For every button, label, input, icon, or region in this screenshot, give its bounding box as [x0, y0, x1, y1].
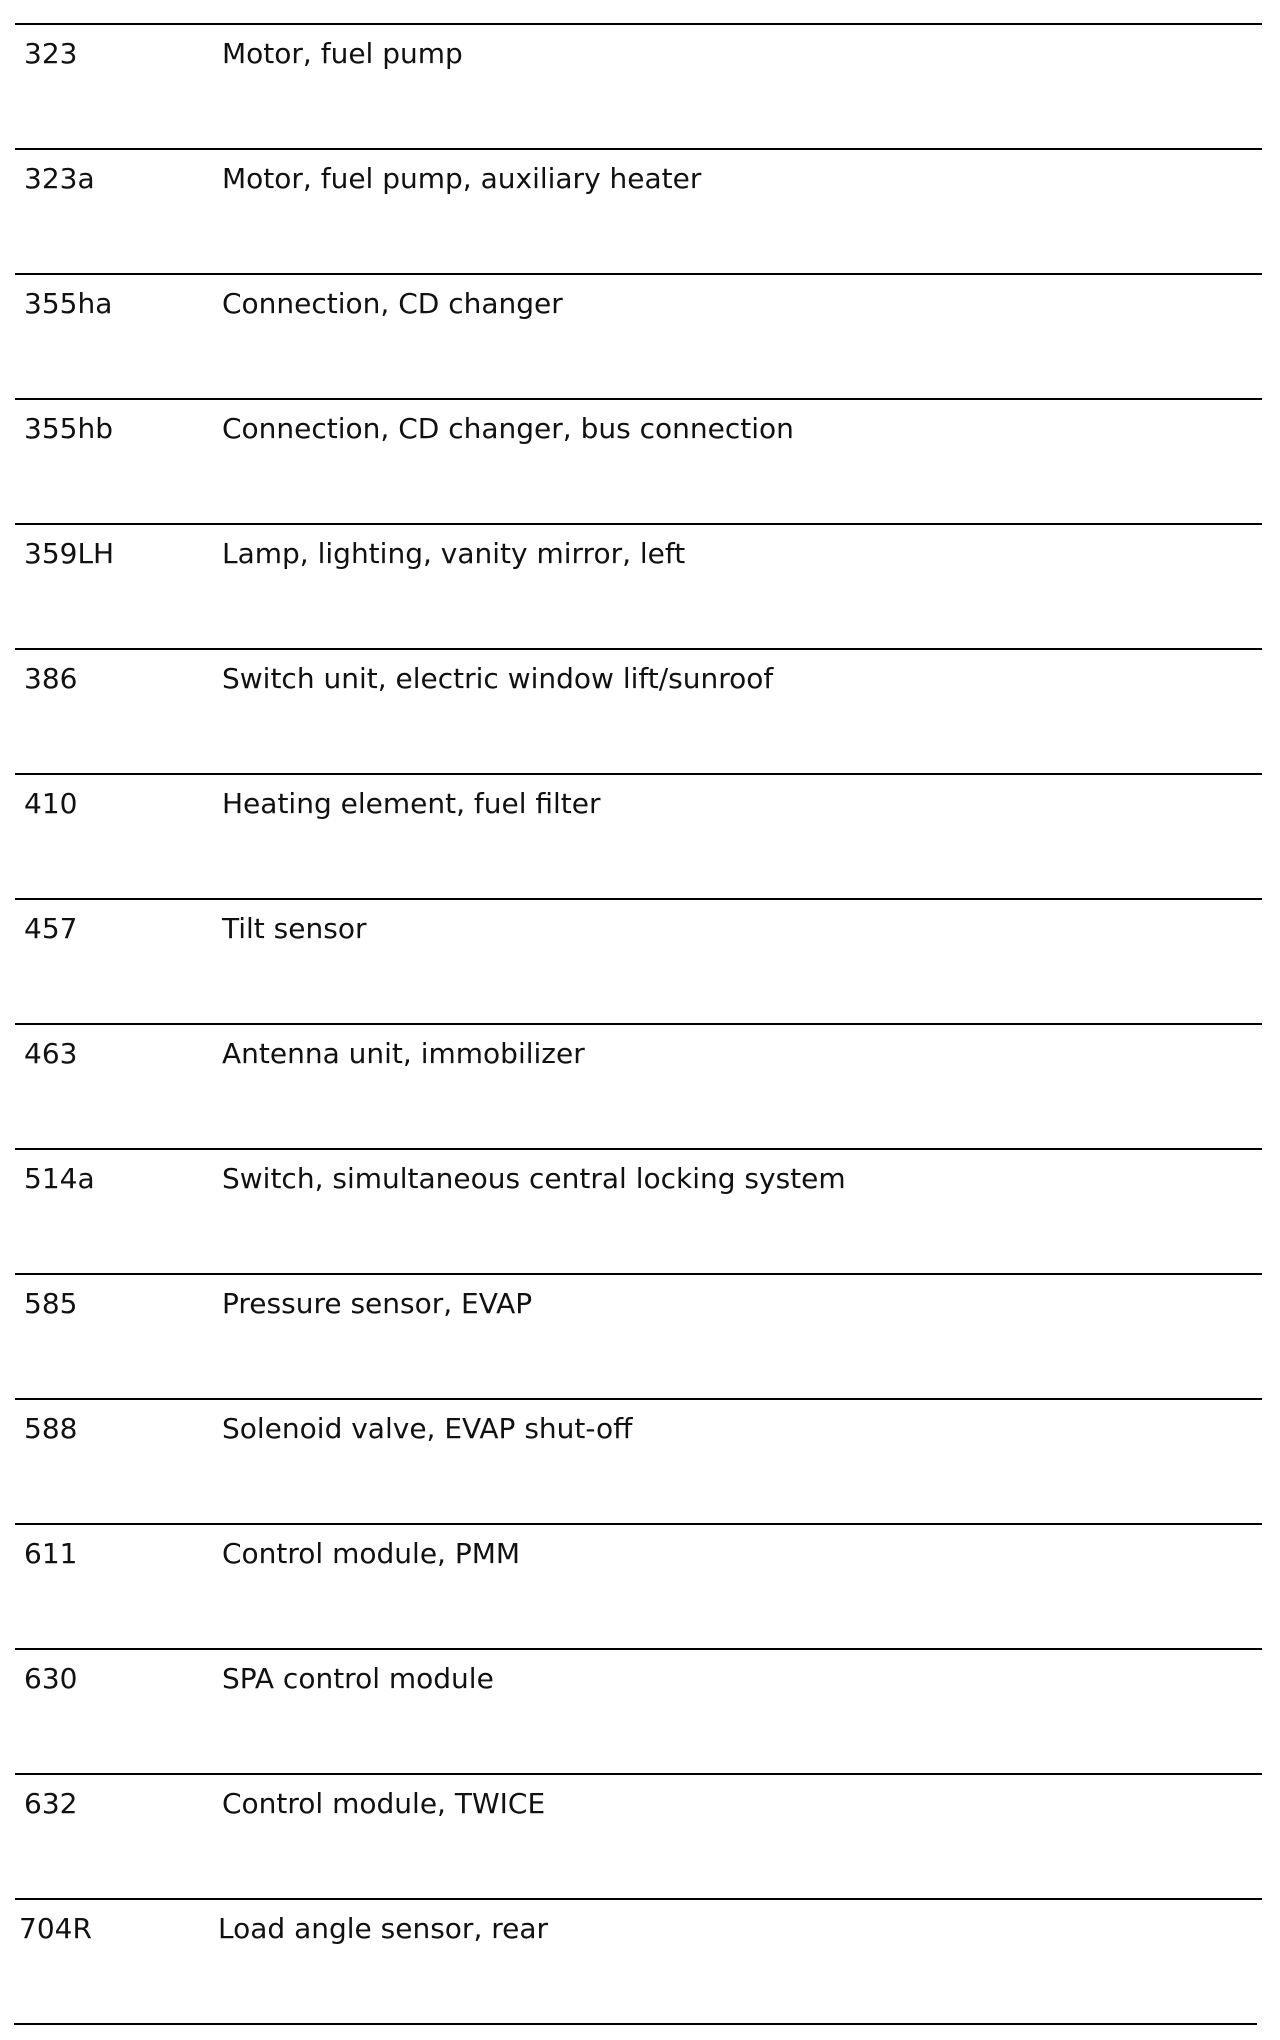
component-code: 355hb: [24, 412, 113, 445]
component-code: 323: [24, 37, 78, 70]
component-description: Solenoid valve, EVAP shut-off: [222, 1412, 633, 1445]
component-code: 704R: [19, 1912, 92, 1945]
component-code: 457: [24, 912, 78, 945]
table-row: [15, 1898, 1262, 2023]
component-description: Control module, TWICE: [222, 1787, 546, 1820]
component-description: Connection, CD changer: [222, 287, 563, 320]
component-code: 386: [24, 662, 78, 695]
table-bottom-rule: [14, 2023, 1257, 2025]
table-row: [15, 1648, 1262, 1773]
table-row: [15, 1523, 1262, 1648]
table-row: [15, 648, 1262, 773]
table-row: [15, 523, 1262, 648]
table-row: [15, 1148, 1262, 1273]
component-code: 410: [24, 787, 78, 820]
component-code: 355ha: [24, 287, 113, 320]
component-description: Lamp, lighting, vanity mirror, left: [222, 537, 686, 570]
component-code: 585: [24, 1287, 78, 1320]
component-description: Motor, fuel pump: [222, 37, 463, 70]
component-description: Load angle sensor, rear: [218, 1912, 549, 1945]
component-description: Antenna unit, immobilizer: [222, 1037, 585, 1070]
table-row: [15, 1023, 1262, 1148]
component-code: 630: [24, 1662, 78, 1695]
component-code: 359LH: [24, 537, 115, 570]
component-code: 611: [24, 1537, 78, 1570]
table-row: [15, 1773, 1262, 1898]
component-description: Control module, PMM: [222, 1537, 521, 1570]
table-row: [15, 23, 1262, 148]
table-row: [15, 273, 1262, 398]
component-description: Motor, fuel pump, auxiliary heater: [222, 162, 702, 195]
table-row: [15, 773, 1262, 898]
component-description: Heating element, fuel filter: [222, 787, 601, 820]
component-description: Switch, simultaneous central locking system: [222, 1162, 846, 1195]
component-table: [15, 23, 1262, 2025]
table-row: [15, 148, 1262, 273]
table-row: [15, 898, 1262, 1023]
component-code: 323a: [24, 162, 95, 195]
component-description: Switch unit, electric window lift/sunroof: [222, 662, 774, 695]
component-code: 632: [24, 1787, 78, 1820]
component-description: Connection, CD changer, bus connection: [222, 412, 794, 445]
table-row: [15, 398, 1262, 523]
component-code: 588: [24, 1412, 78, 1445]
component-description: SPA control module: [222, 1662, 494, 1695]
table-row: [15, 1273, 1262, 1398]
component-code: 463: [24, 1037, 78, 1070]
component-code: 514a: [24, 1162, 95, 1195]
table-row: [15, 1398, 1262, 1523]
component-description: Pressure sensor, EVAP: [222, 1287, 533, 1320]
component-description: Tilt sensor: [222, 912, 367, 945]
